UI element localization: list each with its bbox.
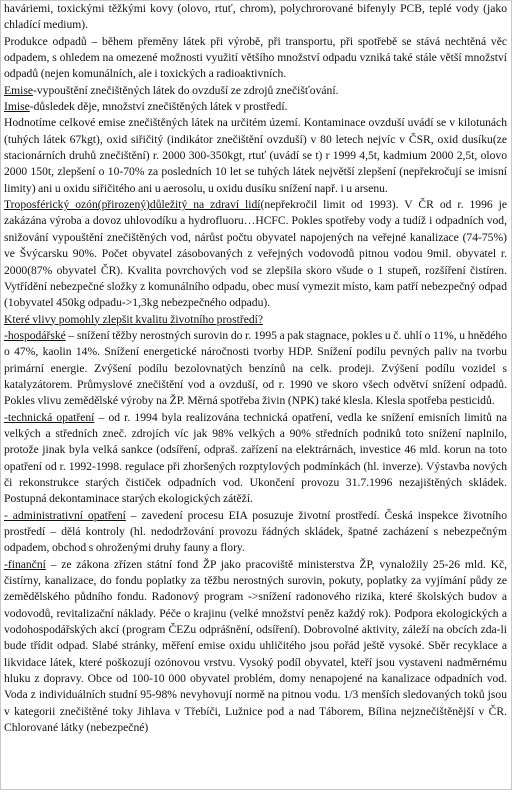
paragraph-pollutants bbox=[4, 1, 507, 34]
term-ozone: Troposférický ozón(přirozený)důležitý na zdraví lidí bbox=[4, 198, 261, 212]
term-economic: -hospodářské bbox=[4, 328, 66, 342]
paragraph-text: Hodnotíme celkové emise znečištěných látek na určitém území. Kontaminace ovzduší uvádí se v kilotunách (tuhých látek 67kgt), oxid siřičitý (indikátor znečištění ovzduší) v 80 letech nejvíc v ČSR, oxid dusíku(ze stacionárních druhů znečištění) r. 2000 300-350kgt, rtuť (uvádí se t) r 1999 4,5t, kadmium 2000 2,5t, olovo 2000 150t, zlepšení o 10-70% za posledních 10 let se tuhých látek největší zlepšení (nepřekročují se imisní limity) ani u oxidu siřičitého ani u aerosolu, u oxidu dusíku snížení např. i u arsenu. bbox=[4, 116, 507, 195]
paragraph-ozone bbox=[4, 197, 507, 311]
paragraph-text: – snížení těžby nerostných surovin do r. 1995 a pak stagnace, pokles u č. uhlí o 11%, u hnědého o 47%, kaolin 14%. Snížení energetické náročnosti tvorby HDP. Snížení podílu pevných paliv na tvorbu primární energie. Zvýšení podílu bezolovnatých benzínů na celk. prodeji. Zvýšení podílu vozidel s katalyzátorem. Průmyslové znečištění vod a ovzduší, od r. 1990 ve skoro všech odvětví snížení odpadů. Pokles vlivu zemědělské výroby na ŽP. Měrná spotřeba živin (NPK) také klesla. Klesla spotřeba pesticidů. bbox=[4, 328, 507, 408]
term-financial: -finanční bbox=[4, 557, 46, 571]
paragraph-imise bbox=[4, 99, 507, 115]
paragraph-text: (nepřekročil limit od 1993). V ČR od r. 1996 je zakázána výroba a dovoz uhlovodíku a hydrofluoru…HCFC. Pokles spotřeby vody a tudíž i odpadních vod, snižování vypouštění znečištěných vod, nárůst počtu obyvatel napojených na veřejné kanalizace (74-75%) ve Švýcarsku 90%. Počet obyvatel zásobovaných z veřejných vodovodů pitnou vodou 9mil. obyvatel r. 2000(87% obyvatel ČR). Kvalita povrchových vod se zlepšila skoro všude o 1 stupeň, rozšíření čistíren. Vytřídění nebezpečné složky z komunálního odpadu, obec musí vymezit místo, kam patří nebezpečný odpad (1obyvatel 450kg odpadu->1,3kg nebezpečného odpadu). bbox=[4, 198, 507, 310]
term-emise: Emise bbox=[4, 83, 33, 97]
section-question: Které vlivy pomohly zlepšit kvalitu životního prostředí? bbox=[4, 312, 264, 326]
paragraph-text: – ze zákona zřízen státní fond ŽP jako pracoviště ministerstva ŽP, vynaložily 25-26 mld. Kč, čistírny, kanalizace, do fondu poplatky za těžbu nerostných surovin, pokuty, poplatky za vyjímání půdy ze zemědělského půdního fondu. Radonový program ->snížení radonového rizika, které školských budov a vodovodů, revitalizační náklady. Péče o krajinu (velké množství peněz každý rok). Podpora ekologických a vodohospodářských akcí (program ČEZu odprášnění, odsíření). Dobrovolné aktivity, záleží na obcích zda-li bude třídit odpad. Slabé stránky, měření emise oxidu uhličitého jsou pořád ještě vysoké. Sběr recyklace a likvidace látek, které poškozují ozónovou vrstvu. Vysoký podíl obyvatel, kteří jsou vystaveni nadměrnému hluku z dopravy. Obce od 100-10 000 obyvatel problém, domy nenapojené na kanalizace odpadních vod. Voda z individuálních studní 95-98% nevyhovují normě na pitnou vodu. 1/3 menších sledovaných toků jsou v kategorii znečištěné toky Jihlava v Třebíči, Lužnice pod a nad Táborem, Bílina nejznečištěnější v ČR. Chlorované látky (nebezpečné) bbox=[4, 557, 507, 735]
paragraph-text: – zavedení procesu EIA posuzuje životní prostředí. Česká inspekce životního prostředí – dělá kontroly (hl. nedodržování provozu řádných skládek, špatné zacházení s nebezpečným odpadem, obchod s ohroženými druhy fauny a flory. bbox=[4, 508, 507, 555]
paragraph-question bbox=[4, 312, 507, 328]
term-administrative: - administrativní opatření bbox=[4, 508, 126, 522]
paragraph-administrative bbox=[4, 508, 507, 557]
document-body bbox=[4, 1, 507, 736]
term-technical: -technická opatření bbox=[4, 410, 95, 424]
paragraph-financial bbox=[4, 557, 507, 737]
paragraph-text: -důsledek děje, množství znečištěných látek v prostředí. bbox=[29, 100, 288, 114]
paragraph-text: – od r. 1994 byla realizována technická opatření, vedla ke snížení emisních limitů na velkých a středních zneč. zdrojích víc jak 98% velkých a 90% středních podniků toto snížení naplnilo, protože jinak byla velká sankce (odsíření, odpraš. zařízení na elektrárnách, investice 46 mld. korun na toto opatření od r. 1992-1998. regulace při zhoršených rozptylových podmínkách (hl. inverze). Výstavba nových či rekonstrukce starých čističek odpadních vod. Ukončení provozu 31.7.1996 nezajištěných skládek. Postupná dekontaminace starých ekologických zátěží. bbox=[4, 410, 507, 506]
term-imise: Imise bbox=[4, 100, 30, 114]
paragraph-text: haváriemi, toxickými těžkými kovy (olovo, rtuť, chrom), polychrorované bifenyly PCB, teplé vody (jako chladící medium). bbox=[4, 2, 507, 32]
paragraph-waste-production bbox=[4, 34, 507, 83]
paragraph-economic bbox=[4, 328, 507, 410]
paragraph-emissions-evaluation bbox=[4, 115, 507, 197]
paragraph-text: -vypouštění znečištěných látek do ovzduší ze zdrojů znečišťování. bbox=[32, 83, 339, 97]
paragraph-emise bbox=[4, 83, 507, 99]
paragraph-text: Produkce odpadů – během přeměny látek při výrobě, při transportu, při spotřebě se stává nechtěná věc odpadem, s ohledem na omezené možnosti využití většího množství odpadu vzniká také stále větší množství odpadů (nejen komunálních, ale i toxických a radioaktivních. bbox=[4, 34, 507, 81]
paragraph-technical bbox=[4, 410, 507, 508]
